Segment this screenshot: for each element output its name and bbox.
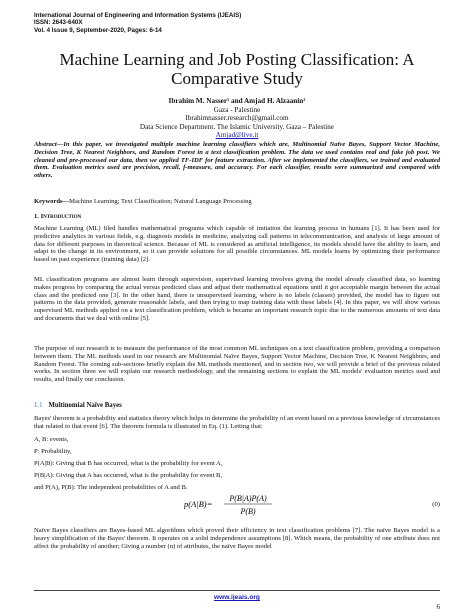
journal-name: International Journal of Engineering and Information Systems (IJEAIS) xyxy=(34,12,242,19)
definition-independent: and P(A), P(B): The independent probabilities of A and B. xyxy=(34,484,188,491)
title-line-1: Machine Learning and Job Posting Classification: A xyxy=(59,50,415,69)
author-email-1: Ibrahimnasser.research@gmail.com xyxy=(185,114,289,123)
subsection-heading xyxy=(34,402,122,409)
author-block xyxy=(34,97,440,140)
subsection-title: Multinomial Naïve Bayes xyxy=(48,402,122,409)
keywords xyxy=(34,198,440,206)
abstract xyxy=(34,141,440,180)
title-line-2: Comparative Study xyxy=(171,69,303,88)
abstract-label: Abstract— xyxy=(34,141,64,148)
author-names: Ibrahim M. Nasser¹ and Amjad H. Alzaanin² xyxy=(168,97,306,105)
equation-formula xyxy=(184,492,294,518)
bayes-intro: Bayes' theorem is a probability and statistics theory which helps in determine the probability of an event based on a previous knowledge of circumstances that related to that event [6]. The theorem formula is illustrated in Eq. (1). Letting that: xyxy=(34,415,440,430)
definition-p-b-given-a: P(B|A): Giving that A has occurred, what is the probability for event B, xyxy=(34,472,223,479)
keywords-label: Keywords— xyxy=(34,198,70,205)
author-email-2-link[interactable]: Amjad@live.it xyxy=(215,131,259,140)
equation-number: (0) xyxy=(432,501,440,508)
intro-paragraph-2: ML classification programs are almost learn through supervision, supervised learning involves giving the model already classified data, so learning makes progress by comparing the actual versus predicted class and adjust their mathematical equations until it got acceptable margin between the actual class and the predicted one [3]. In the other hand, there is unsupervised learning, where is no labels (classes) provided, the model has to figure out patterns in the data provided, generate reasonable labels, and then trying to map training data with these labels [4]. In this paper, we will show various supervised ML methods applied on a text classification problem, which is became an important research topic due to the numerous amounts of text data and documents that we deal with online [5]. xyxy=(34,276,440,322)
abstract-text: In this paper, we investigated multiple machine learning classifiers which are, Multinomial Naïve Bayes, Support Vector Machine, Decision Tree, K Nearest Neighbors, and Random Forest in a text classification problem. The data we used contains real and fake job post. We cleaned and pre-processed our data, then we applied TF-IDF for feature extraction. After we implemented the classifiers, we trained and evaluated them. Evaluation metrics used are precision, recall, f-measure, and accuracy. For each classifier, results were summarized and compared with others. xyxy=(34,141,440,180)
bayes-equation xyxy=(34,492,440,518)
keywords-text: Machine Learning; Text Classification; Natural Language Processing xyxy=(69,198,252,205)
intro-paragraph-1: Machine Learning (ML) filed handles mathematical programs which capable of imitation the learning process in humans [1]. It has been used for predictive analytics in various fields, e.g. diagnosis models in medicine, analyzing call patterns in telecommunication, and analysis of large amount of data for different purposes in theoretical science. Because of ML is considered as artificial intelligence, its models should have the ability to learn, and adapt to the change in its environment, so it can provide solutions for all possible circumstances. ML models learns by optimizing their performance based on past experience (training data) [2]. xyxy=(34,225,440,264)
definition-p-a-given-b: P(A|B): Giving that B has occurred, what is the probability for event A, xyxy=(34,460,223,467)
intro-paragraph-3: The purpose of our research is to measure the performance of the most common ML techniques on a text classification problem, providing a comparison between them. The ML methods used in our research are Multinomial Naïve Bayes, Support Vector Machine, Decision Tree, K Nearest Neighbors, and Random Forest. The coming sub-sections briefly explain the ML methods mentioned, and in section two, we will provide a brief of the previous related works. In section three we will explain our research methodology, and the remaining sections to explain the ML models' evaluation metrics used and results, and finally our conclusion. xyxy=(34,345,440,384)
equation-numerator: P(B|A)P(A) xyxy=(229,494,267,503)
definition-events: A, B: events, xyxy=(34,436,69,443)
naive-bayes-paragraph: Naïve Bayes classifiers are Bayes-based ML algorithms which proved their efficiency in text classification problems [7]. The naïve Bayes model is a heavy simplification of the Bayes' theorem. It operates on a solid independence assumptions [8]. Which means, the probability of one attribute does not affect the probability of another; Giving a number (n) of attributes, the naïve Bayes model xyxy=(34,527,440,550)
section-title: Introduction xyxy=(40,213,82,220)
footer-divider xyxy=(34,590,440,591)
author-affiliation-1: Gaza - Palestine xyxy=(213,105,261,114)
definition-probability: P: Probability, xyxy=(34,448,72,455)
section-number: 1. xyxy=(34,213,39,220)
subsection-number: 1.1 xyxy=(34,402,43,409)
author-affiliation-2: Data Science Department. The Islamic University. Gaza – Palestine xyxy=(139,122,335,131)
footer-website-link[interactable]: www.ijeais.org xyxy=(214,594,260,601)
journal-issn: ISSN: 2643-640X xyxy=(34,19,83,27)
paper-title xyxy=(34,50,440,88)
section-heading-introduction xyxy=(34,213,81,220)
page-number: 6 xyxy=(436,603,440,611)
journal-volume: Vol. 4 Issue 9, September-2020, Pages: 6-14 xyxy=(34,26,162,34)
equation-denominator: P(B) xyxy=(240,507,256,516)
equation-lhs: p(A|B)= xyxy=(184,499,213,509)
journal-header xyxy=(34,12,241,34)
